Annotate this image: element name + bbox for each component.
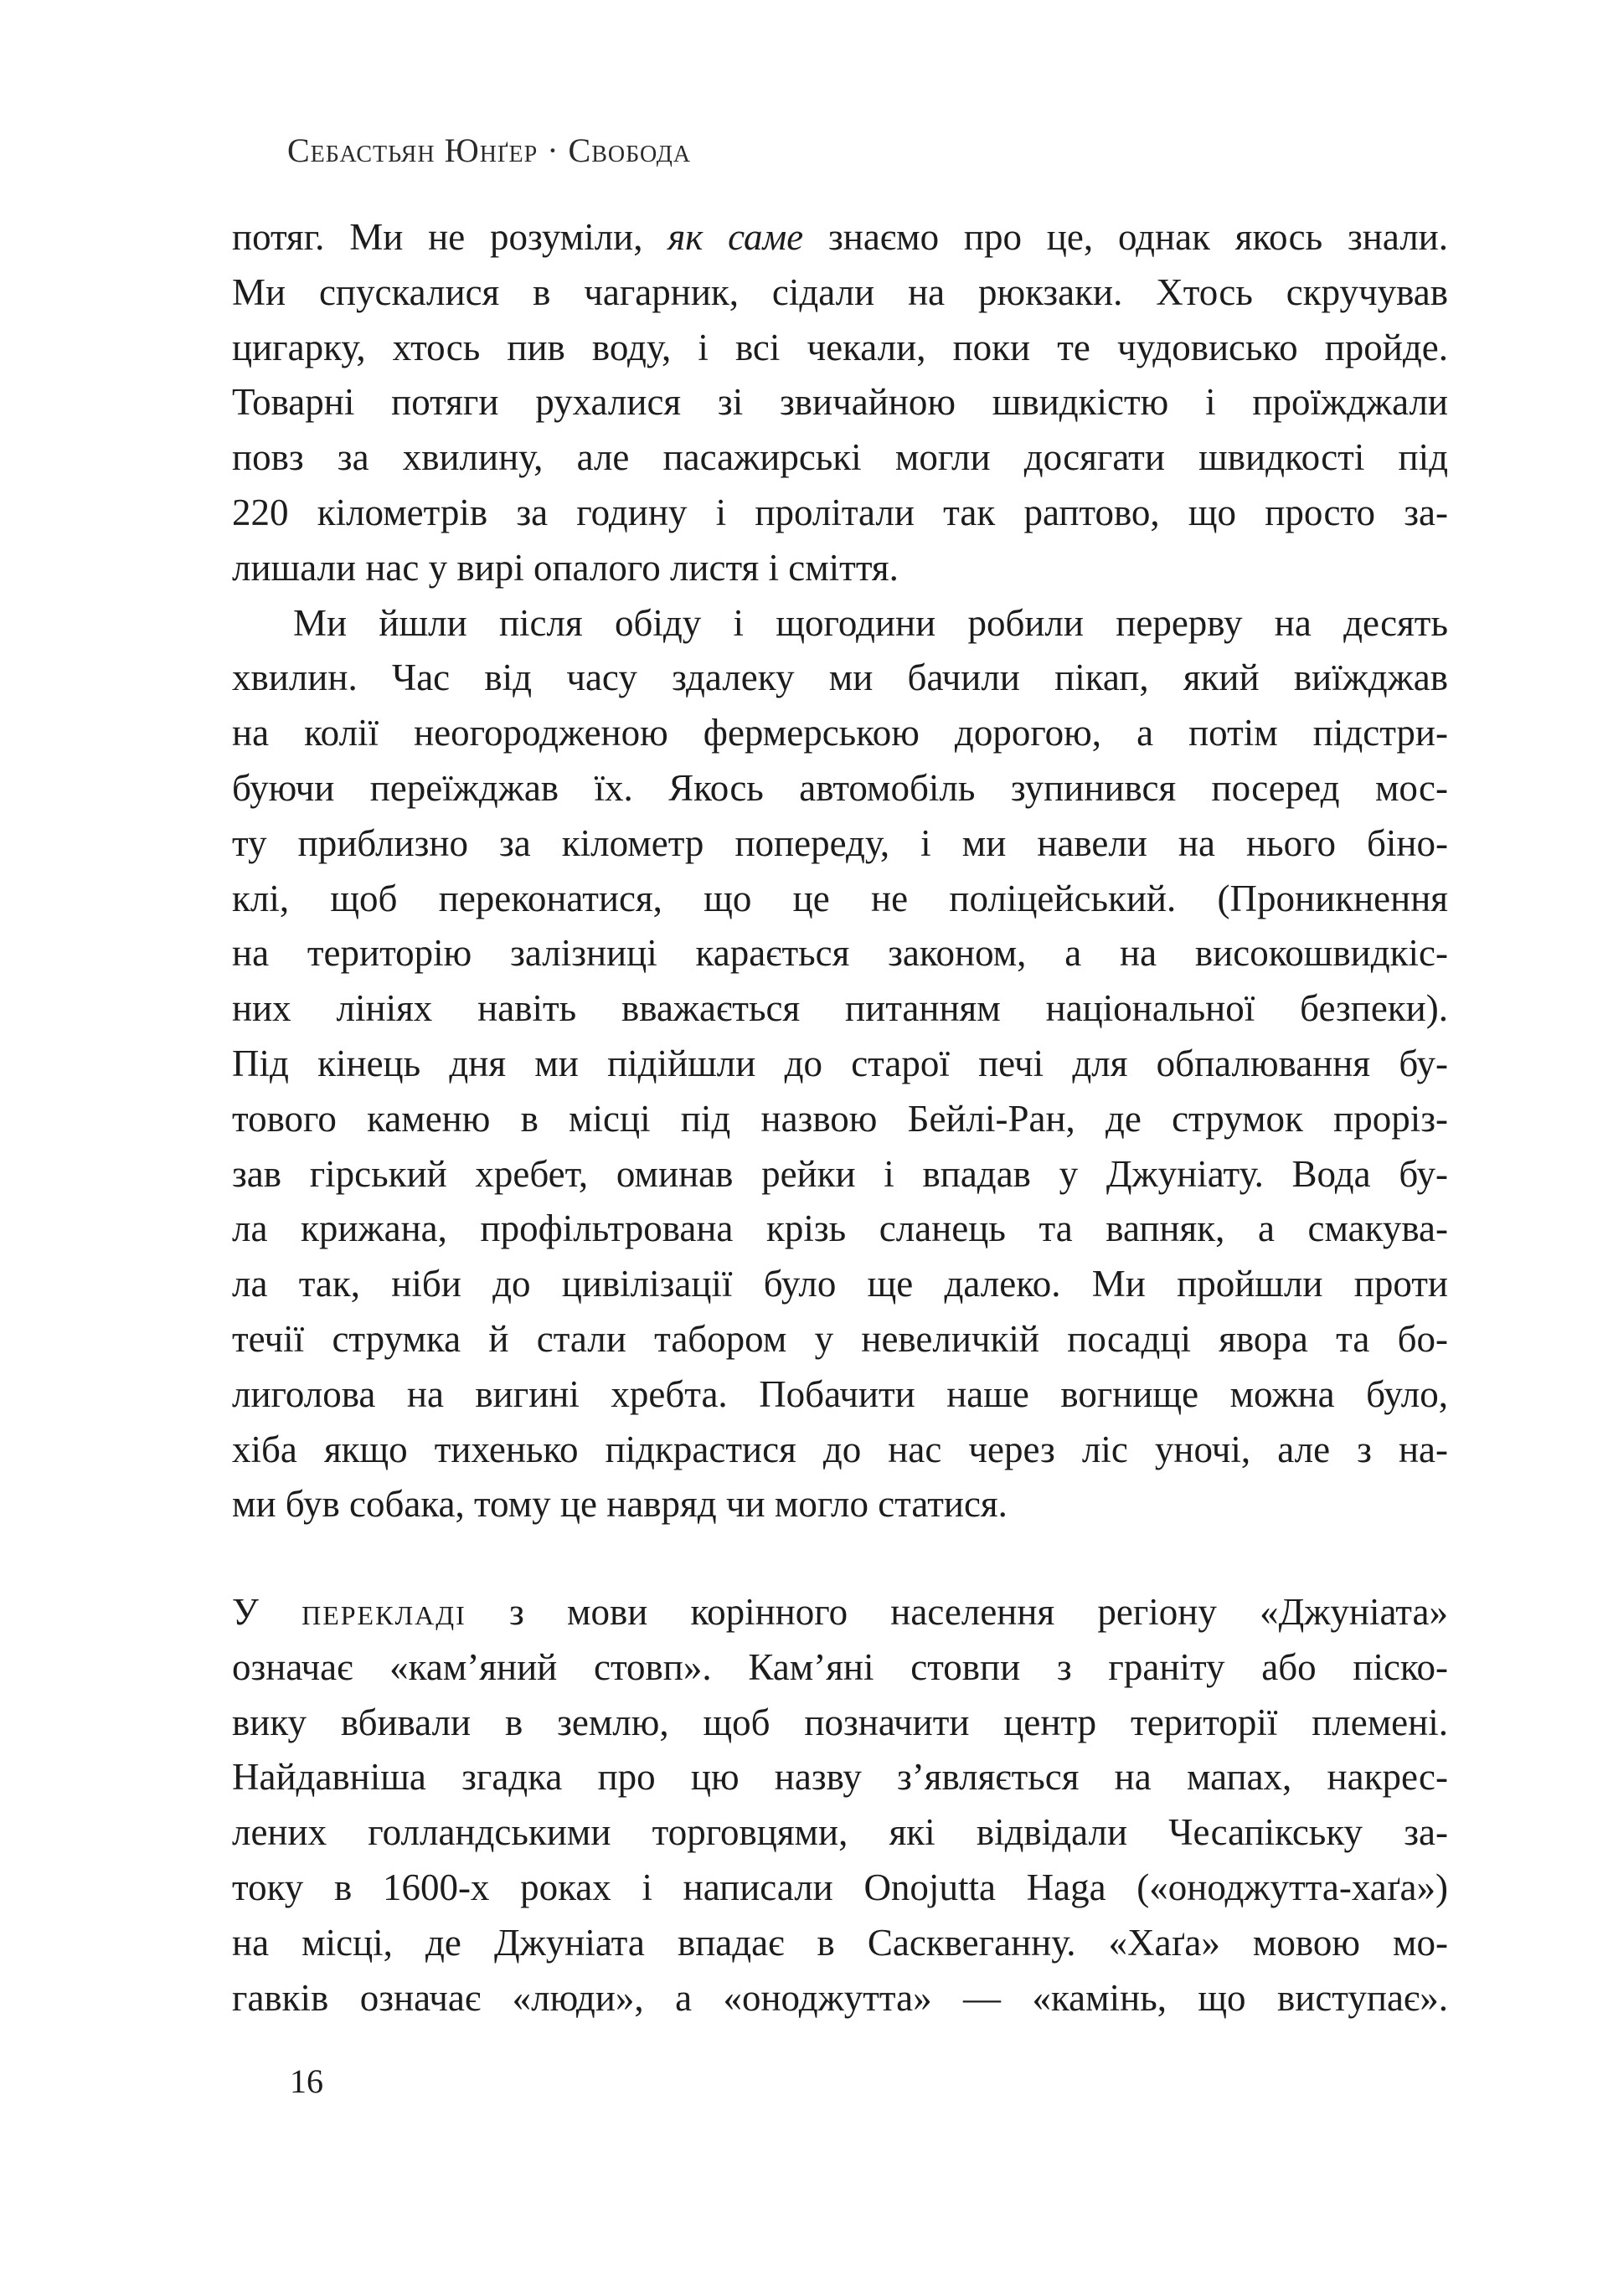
text-line: Під кінець дня ми підійшли до старої печі для обпалювання бу- bbox=[232, 1042, 1448, 1084]
text-line bbox=[232, 210, 1448, 265]
text-line: гавків означає «люди», а «оноджутта» — «камінь, що виступає». bbox=[232, 1976, 1448, 2019]
text-segment: У bbox=[232, 1591, 302, 1633]
paragraph bbox=[232, 210, 1448, 596]
text-line: них лініях навіть вважається питанням національної безпеки). bbox=[232, 987, 1448, 1030]
page-number: 16 bbox=[290, 2062, 323, 2100]
text-segment: знаємо про це, однак якось знали. bbox=[803, 216, 1449, 258]
text-line: 220 кілометрів за годину і пролітали так раптово, що просто за- bbox=[232, 491, 1448, 533]
text-line: лиголова на вигині хребта. Побачити наше вогнище можна було, bbox=[232, 1372, 1448, 1415]
text-line: хіба якщо тихенько підкрастися до нас через ліс уночі, але з на- bbox=[232, 1428, 1448, 1470]
text-line: Ми йшли після обіду і щогодини робили перерву на десять bbox=[293, 601, 1448, 644]
text-line: ту приблизно за кілометр попереду, і ми навели на нього біно- bbox=[232, 821, 1448, 864]
text-line: зав гірський хребет, оминав рейки і впадав у Джуніату. Вода бу- bbox=[232, 1152, 1448, 1195]
paragraph bbox=[232, 596, 1448, 1533]
text-line: означає «кам’яний стовп». Кам’яні стовпи з граніту або піско- bbox=[232, 1645, 1448, 1688]
text-line: току в 1600-х роках і написали Onojutta Haga («оноджутта-хаґа») bbox=[232, 1866, 1448, 1908]
text-line: ла так, ніби до цивілізації було ще далеко. Ми пройшли проти bbox=[232, 1263, 1448, 1305]
text-line: лишали нас у вирі опалого листя і сміття. bbox=[232, 546, 899, 589]
text-segment: з мови корінного населення регіону «Джуніата» bbox=[466, 1591, 1448, 1633]
text-line: цигарку, хтось пив воду, і всі чекали, поки те чудовисько пройде. bbox=[232, 326, 1448, 368]
text-line: ми був собака, тому це навряд чи могло статися. bbox=[232, 1483, 1008, 1526]
small-caps-lead-in: перекладі bbox=[302, 1591, 466, 1633]
text-line: на колії неогородженою фермерською дорогою, а потім підстри- bbox=[232, 712, 1448, 754]
section-text bbox=[232, 1585, 1448, 2026]
text-line: на територію залізниці карається законом, а на високошвидкіс- bbox=[232, 932, 1448, 975]
text-line: хвилин. Час від часу здалеку ми бачили пікап, який виїжджав bbox=[232, 656, 1448, 699]
text-line: Ми спускалися в чагарник, сідали на рюкзаки. Хтось скручував bbox=[232, 270, 1448, 313]
text-line bbox=[232, 1585, 1448, 1640]
text-line: повз за хвилину, але пасажирські могли досягати швидкості під bbox=[232, 436, 1448, 479]
text-line: течії струмка й стали табором у невеличкій посадці явора та бо- bbox=[232, 1317, 1448, 1360]
text-line: на місці, де Джуніата впадає в Сасквеганну. «Хаґа» мовою мо- bbox=[232, 1921, 1448, 1964]
text-line: Товарні потяги рухалися зі звичайною швидкістю і проїжджали bbox=[232, 381, 1448, 424]
italic-emphasis: як саме bbox=[667, 216, 804, 258]
text-segment: потяг. Ми не розуміли, bbox=[232, 216, 668, 258]
text-line: тового каменю в місці під назвою Бейлі-Ран, де струмок проріз- bbox=[232, 1097, 1448, 1140]
text-line: клі, щоб переконатися, що це не поліцейський. (Проникнення bbox=[232, 877, 1448, 919]
text-line: лених голландськими торговцями, які відвідали Чесапікську за- bbox=[232, 1811, 1448, 1854]
running-head: Себастьян Юнґер · Свобода bbox=[287, 131, 692, 169]
text-line: вику вбивали в землю, щоб позначити центр території племені. bbox=[232, 1701, 1448, 1743]
body-text bbox=[232, 210, 1448, 1532]
text-line: Найдавніша згадка про цю назву з’являється на мапах, накрес- bbox=[232, 1756, 1448, 1799]
text-line: ла крижана, профільтрована крізь сланець та вапняк, а смакува- bbox=[232, 1207, 1448, 1250]
text-line: буючи переїжджав їх. Якось автомобіль зупинився посеред мос- bbox=[232, 766, 1448, 809]
